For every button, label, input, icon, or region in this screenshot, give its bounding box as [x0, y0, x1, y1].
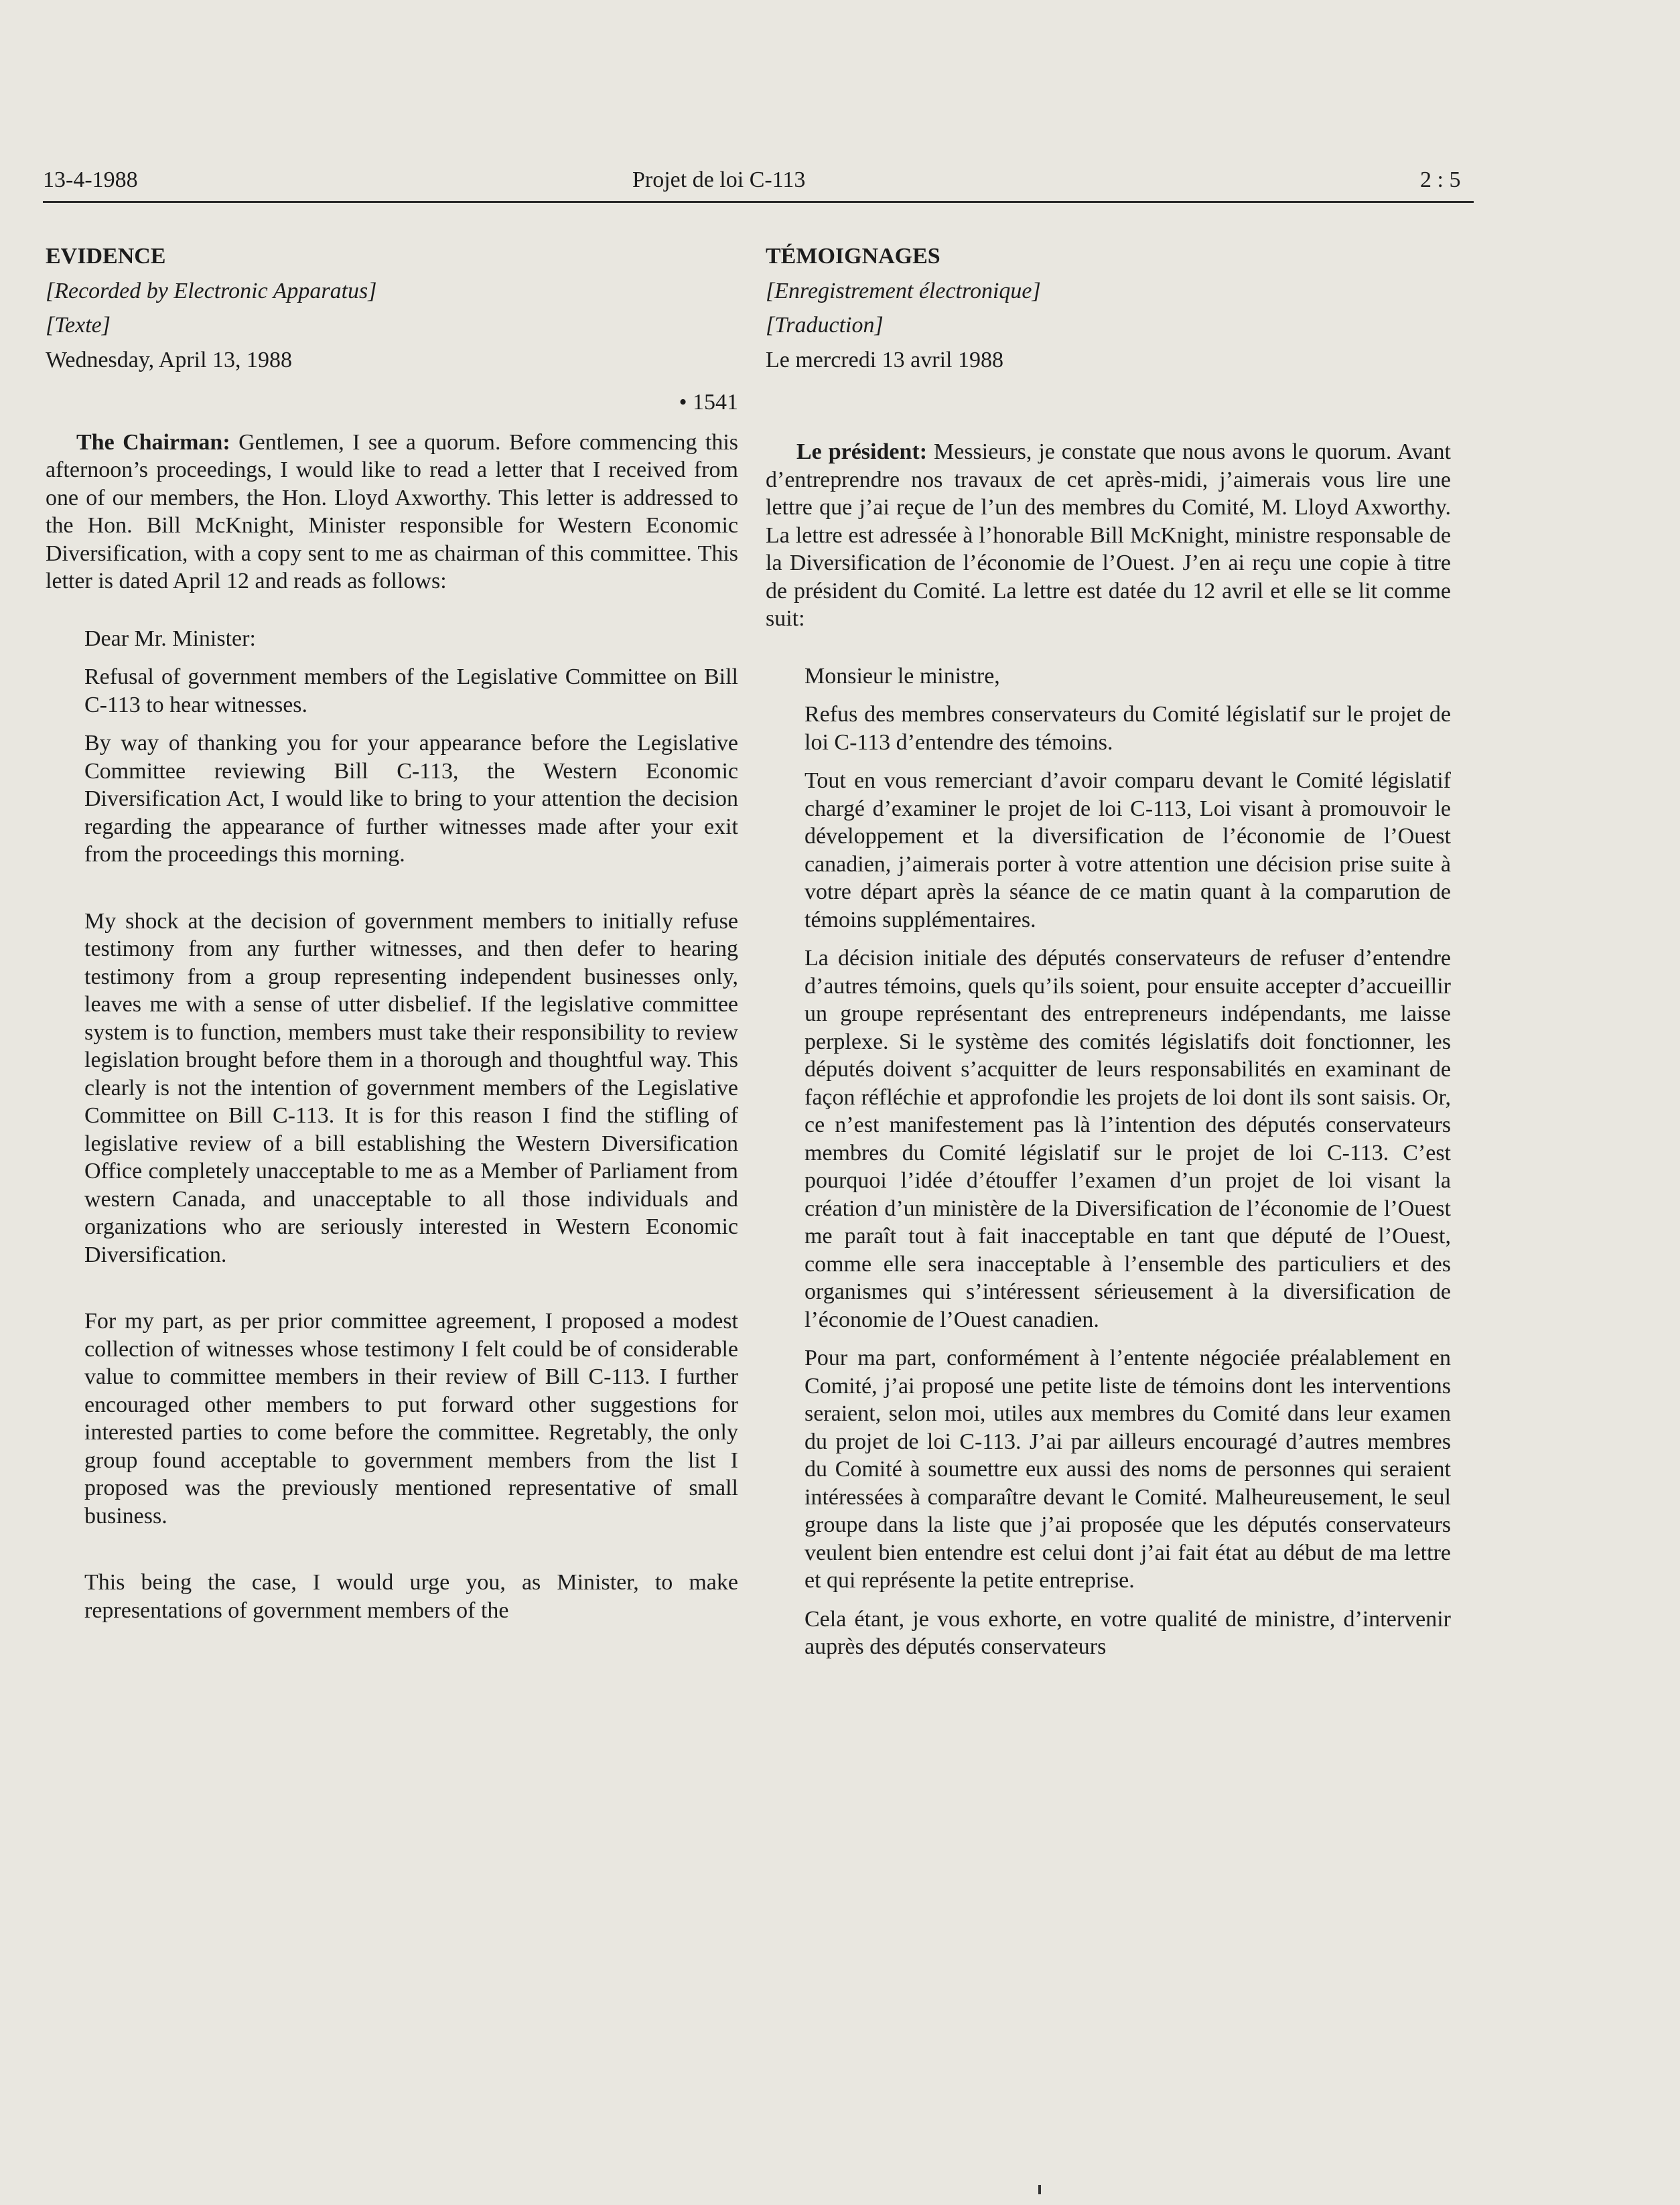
letter-paragraph: This being the case, I would urge you, as Minister, to make representations of government members of the — [84, 1570, 738, 1623]
letter-salutation: Monsieur le ministre, — [804, 663, 1000, 689]
french-column — [766, 242, 1451, 1661]
letter-paragraph: Cela étant, je vous exhorte, en votre qualité de ministre, d’intervenir auprès des députés conservateurs — [804, 1606, 1451, 1659]
letter-paragraph: For my part, as per prior committee agreement, I proposed a modest collection of witnesses whose testimony I felt could be of considerable value to committee members in their review of Bill C-113. I further encouraged other members to put forward other suggestions for interested parties to come before the committee. Regretably, the only group found acceptable to government members from the list I proposed was the previously mentioned representative of small business. — [84, 1309, 738, 1528]
letter-paragraph: My shock at the decision of government members to initially refuse testimony from any further witnesses, and then defer to hearing testimony from a group representing independent businesses only, leaves me with a sense of utter disbelief. If the legislative committee system is to function, members must take their responsibility to review legislation brought before them in a thorough and thoughtful way. This clearly is not the intention of government members of the Legislative Committee on Bill C-113. It is for this reason I find the stifling of legislative review of a bill establishing the Western Diversification Office completely unacceptable to me as a Member of Parliament from western Canada, and unacceptable to all those individuals and organizations who are seriously interested in Western Economic Diversification. — [84, 908, 738, 1267]
chairman-intro — [46, 429, 738, 595]
letter-paragraph: La décision initiale des députés conservateurs de refuser d’entendre d’autres témoins, quels qu’ils soient, pour ensuite accepter d’accueillir un groupe représentant des entrepreneurs indépendants, me laisse perplexe. Si le système des comités législatifs doit fonctionner, les députés doivent s’acquitter de leurs responsabilités en examinant de façon réfléchie et approfondie les projets de loi dont ils sont saisis. Or, ce n’est manifestement pas là l’intention des députés conservateurs membres du Comité législatif sur le projet de loi C-113. C’est pourquoi l’idée d’étouffer l’examen d’un projet de loi visant la création d’un ministère de la Diversification de l’économie de l’Ouest me paraît tout à fait inacceptable en tant que député de l’Ouest, comme elle sera inacceptable à l’ensemble des particuliers et des organismes qui s’intéressent sérieusement à la diversification de l’économie de l’Ouest canadien. — [804, 946, 1451, 1332]
header-page-number: 2 : 5 — [1420, 167, 1461, 192]
letter-salutation: Dear Mr. Minister: — [84, 626, 256, 651]
speaker-label: Le président: — [796, 439, 928, 464]
time-marker: • 1541 — [679, 390, 738, 415]
recorded-note: [Recorded by Electronic Apparatus] — [46, 278, 377, 303]
president-intro — [766, 438, 1451, 633]
sitting-date: Wednesday, April 13, 1988 — [46, 347, 293, 372]
header-rule — [43, 201, 1474, 203]
header-date: 13-4-1988 — [43, 167, 138, 192]
sitting-date: Le mercredi 13 avril 1988 — [766, 347, 1003, 372]
header-title: Projet de loi C-113 — [632, 167, 806, 192]
letter-paragraph: Refusal of government members of the Legislative Committee on Bill C-113 to hear witnesses. — [84, 664, 738, 717]
scan-mark — [1038, 2185, 1041, 2194]
temoignages-heading: TÉMOIGNAGES — [766, 244, 940, 269]
president-intro-text: Messieurs, je constate que nous avons le quorum. Avant d’entreprendre nos travaux de cet après-midi, j’aimerais vous lire une lettre que j’ai reçue de l’un des membres du Comité, M. Lloyd Axworthy. La lettre est adressée à l’honorable Bill McKnight, ministre responsable de la Diversification de l’économie de l’Ouest. J’en ai reçu une copie à titre de président du Comité. La lettre est datée du 12 avril et elle se lit comme suit: — [766, 439, 1452, 631]
evidence-heading: EVIDENCE — [46, 244, 166, 269]
recorded-note: [Enregistrement électronique] — [766, 278, 1041, 303]
column-spacer — [766, 374, 1451, 438]
english-column — [46, 242, 738, 1624]
letter-paragraph: By way of thanking you for your appearance before the Legislative Committee reviewing Bill C-113, the Western Economic Diversification Act, I would like to bring to your attention the decision regarding the appearance of further witnesses made after your exit from the proceedings this morning. — [84, 731, 738, 867]
speaker-label: The Chairman: — [76, 429, 230, 455]
quoted-letter — [766, 662, 1451, 1661]
chairman-intro-text: Gentlemen, I see a quorum. Before commencing this afternoon’s proceedings, I would like to read a letter that I received from one of our members, the Hon. Lloyd Axworthy. This letter is addressed to the Hon. Bill McKnight, Minister responsible for Western Economic Diversification, with a copy sent to me as chairman of this committee. This letter is dated April 12 and reads as follows: — [46, 429, 739, 593]
letter-paragraph: Pour ma part, conformément à l’entente négociée préalablement en Comité, j’ai proposé une petite liste de témoins dont les interventions seraient, selon moi, utiles aux membres du Comité dans leur examen du projet de loi C-113. J’ai par ailleurs encouragé d’autres membres du Comité à soumettre eux aussi des noms de personnes qui seraient intéressées à comparaître devant le Comité. Malheureusement, le seul groupe dans la liste que j’ai proposée que les députés conservateurs veulent bien entendre est celui dont j’ai fait état au début de ma lettre et qui représente la petite entreprise. — [804, 1346, 1451, 1593]
quoted-letter — [46, 625, 738, 1625]
letter-paragraph: Tout en vous remerciant d’avoir comparu devant le Comité législatif chargé d’examiner le projet de loi C-113, Loi visant à promouvoir le développement et la diversification de l’économie de l’Ouest canadien, j’aimerais porter à votre attention une décision prise suite à votre départ après la séance de ce matin quant à la comparution de témoins supplémentaires. — [804, 768, 1451, 932]
language-note: [Traduction] — [766, 313, 884, 338]
language-note: [Texte] — [46, 313, 111, 338]
letter-paragraph: Refus des membres conservateurs du Comité législatif sur le projet de loi C-113 d’entendre des témoins. — [804, 702, 1451, 755]
